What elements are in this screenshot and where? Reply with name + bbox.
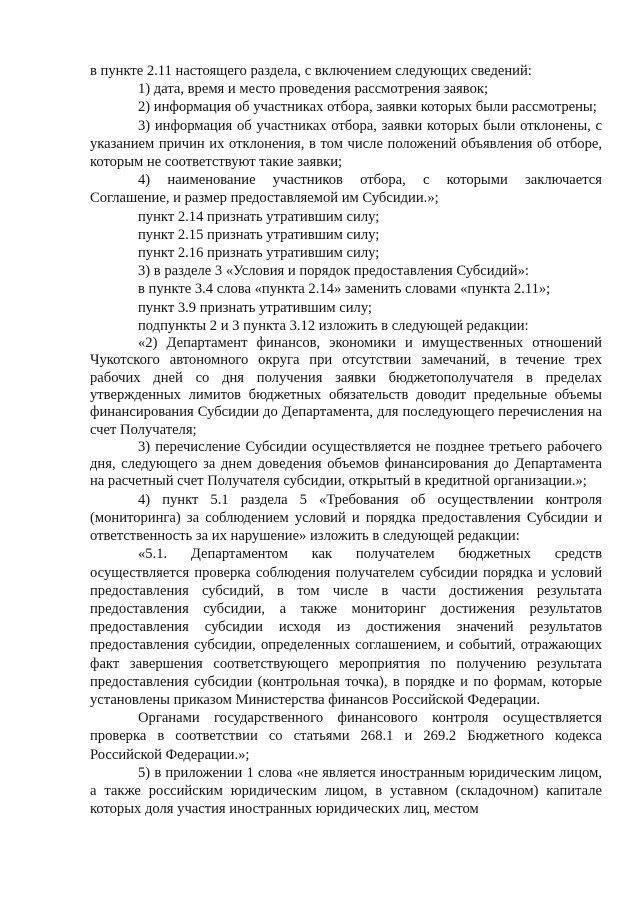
paragraph-point-3-12: подпункты 2 и 3 пункта 3.12 изложить в следующей редакции: xyxy=(138,317,529,334)
paragraph-point-2-15: пункт 2.15 признать утратившим силу; xyxy=(138,226,380,243)
paragraph-point-2-14: пункт 2.14 признать утратившим силу; xyxy=(138,208,380,225)
paragraph-item-4-section-5: 4) пункт 5.1 раздела 5 «Требования об осуществлении контроля (мониторинга) за соблюдением условий и порядка предоставления Субсидии и ответственность за их нарушение» изложить в следующей редакции: xyxy=(90,491,602,545)
paragraph-item-5-appendix: 5) в приложении 1 слова «не является иностранным юридическим лицом, а также российским юридическим лицом, в уставном (складочном) капитале которых доля участия иностранных юридических лиц, местом xyxy=(90,764,602,818)
paragraph-intro: в пункте 2.11 настоящего раздела, с включением следующих сведений: xyxy=(90,63,532,79)
paragraph-item-2: 2) информация об участниках отбора, заявки которых были рассмотрены; xyxy=(138,99,597,116)
paragraph-point-3-4: в пункте 3.4 слова «пункта 2.14» заменить словами «пункта 2.11»; xyxy=(138,281,551,298)
paragraph-item-4: 4) наименование участников отбора, с которыми заключается Соглашение, и размер предоставляемой им Субсидии.»; xyxy=(90,172,602,207)
paragraph-item-3: 3) информация об участниках отбора, заявки которых были отклонены, с указанием причин их отклонения, в том числе положений объявления об отборе, которым не соответствуют такие заявки; xyxy=(90,117,602,171)
document-page xyxy=(90,62,602,818)
paragraph-item-1: 1) дата, время и место проведения рассмотрения заявок; xyxy=(138,81,489,98)
paragraph-subpoint-3: 3) перечисление Субсидии осуществляется не позднее третьего рабочего дня, следующего за днем доведения объемов финансирования до Департамента на расчетный счет Получателя субсидии, открытый в кредитной организации.»; xyxy=(90,438,602,490)
paragraph-section-3: 3) в разделе 3 «Условия и порядок предоставления Субсидий»: xyxy=(138,263,529,280)
paragraph-point-2-16: пункт 2.16 признать утратившим силу; xyxy=(138,245,380,262)
paragraph-subpoint-2: «2) Департамент финансов, экономики и имущественных отношений Чукотского автономного округа при отсутствии замечаний, в течение трех рабочих дней со дня получения заявки бюджетополучателя в пределах утвержденных лимитов бюджетных обязательств доводит предельные объемы финансирования Субсидии до Департамента, для последующего перечисления на счет Получателя; xyxy=(90,335,602,438)
paragraph-point-3-9: пункт 3.9 признать утратившим силу; xyxy=(138,299,372,316)
paragraph-point-5-1: «5.1. Департаментом как получателем бюджетных средств осуществляется проверка соблюдения получателем субсидии порядка и условий предоставления субсидий, в том числе в части достижения результата предоставления субсидии, а также мониторинг достижения результатов предоставления субсидии исходя из достижения значений результатов предоставления субсидии, определенных соглашением, и событий, отражающих факт завершения соответствующего мероприятия по получению результата предоставления субсидии (контрольная точка), в порядке и по формам, которые установлены приказом Министерства финансов Российской Федерации. xyxy=(90,546,602,708)
paragraph-financial-control: Органами государственного финансового контроля осуществляется проверка в соответствии со статьями 268.1 и 269.2 Бюджетного кодекса Российской Федерации.»; xyxy=(90,710,602,763)
